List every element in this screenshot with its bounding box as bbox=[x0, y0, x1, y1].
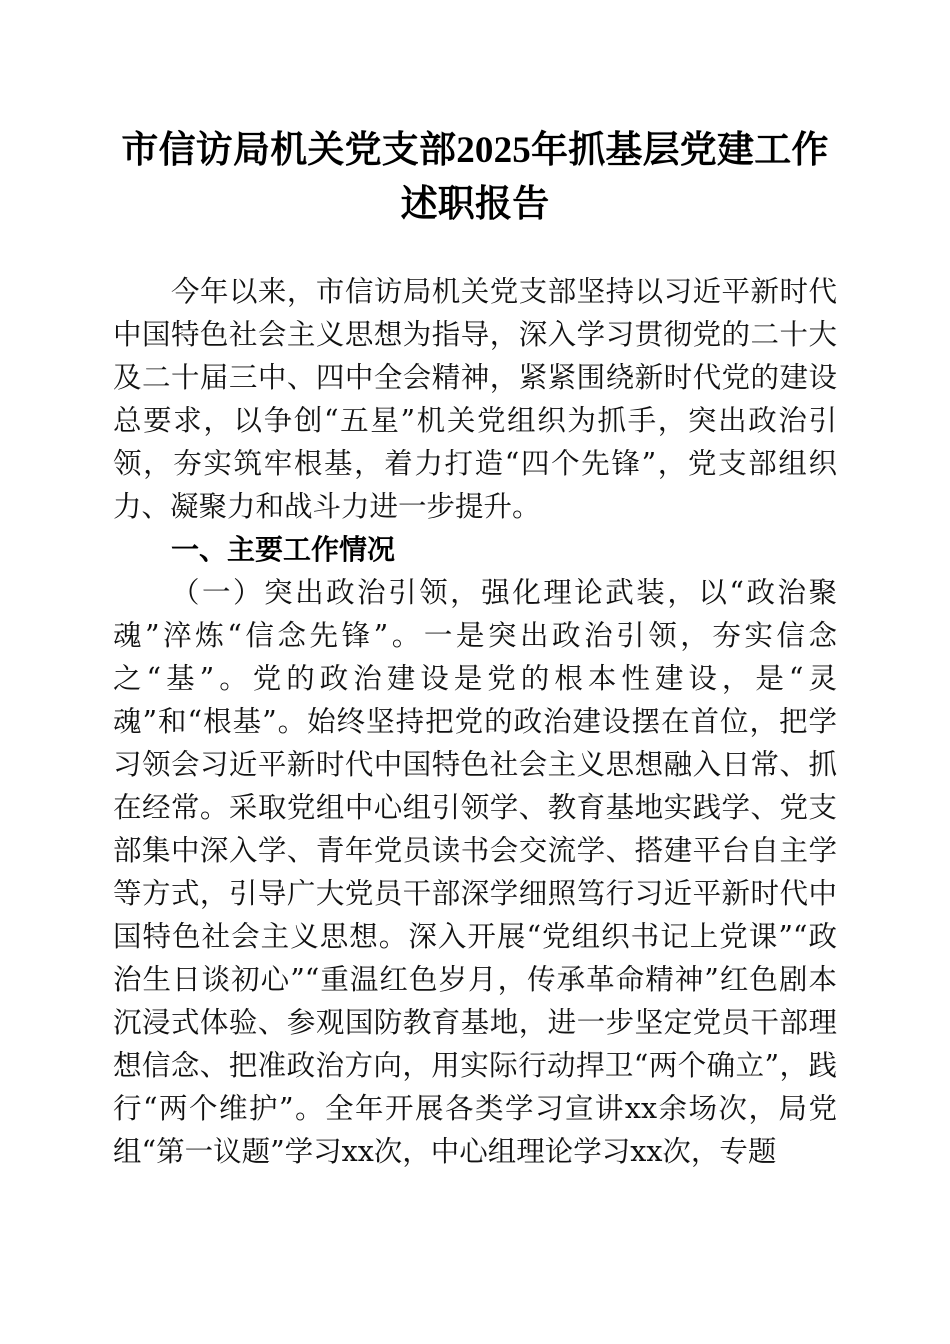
document-body bbox=[113, 0, 837, 1173]
paragraph-body-1: （一）突出政治引领，强化理论武装，以“政治聚魂”淬炼“信念先锋”。一是突出政治引领，夯实信念之“基”。党的政治建设是党的根本性建设，是“灵魂”和“根基”。始终坚持把党的政治建设摆在首位，把学习领会习近平新时代中国特色社会主义思想融入日常、抓在经常。采取党组中心组引领学、教育基地实践学、党支部集中深入学、青年党员读书会交流学、搭建平台自主学等方式，引导广大党员干部深学细照笃行习近平新时代中国特色社会主义思想。深入开展“党组织书记上党课”“政治生日谈初心”“重温红色岁月，传承革命精神”红色剧本沉浸式体验、参观国防教育基地，进一步坚定党员干部理想信念、把准政治方向，用实际行动捍卫“两个确立”，践行“两个维护”。全年开展各类学习宣讲xx余场次，局党组“第一议题”学习xx次，中心组理论学习xx次，专题 bbox=[113, 576, 837, 1168]
page-title: 市信访局机关党支部2025年抓基层党建工作述职报告 bbox=[121, 130, 829, 225]
section-heading-1: 一、主要工作情况 bbox=[171, 534, 396, 565]
paragraph-intro: 今年以来，市信访局机关党支部坚持以习近平新时代中国特色社会主义思想为指导，深入学习贯彻党的二十大及二十届三中、四中全会精神，紧紧围绕新时代党的建设总要求，以争创“五星”机关党组织为抓手，突出政治引领，夯实筑牢根基，着力打造“四个先锋”，党支部组织力、凝聚力和战斗力进一步提升。 bbox=[113, 275, 837, 523]
